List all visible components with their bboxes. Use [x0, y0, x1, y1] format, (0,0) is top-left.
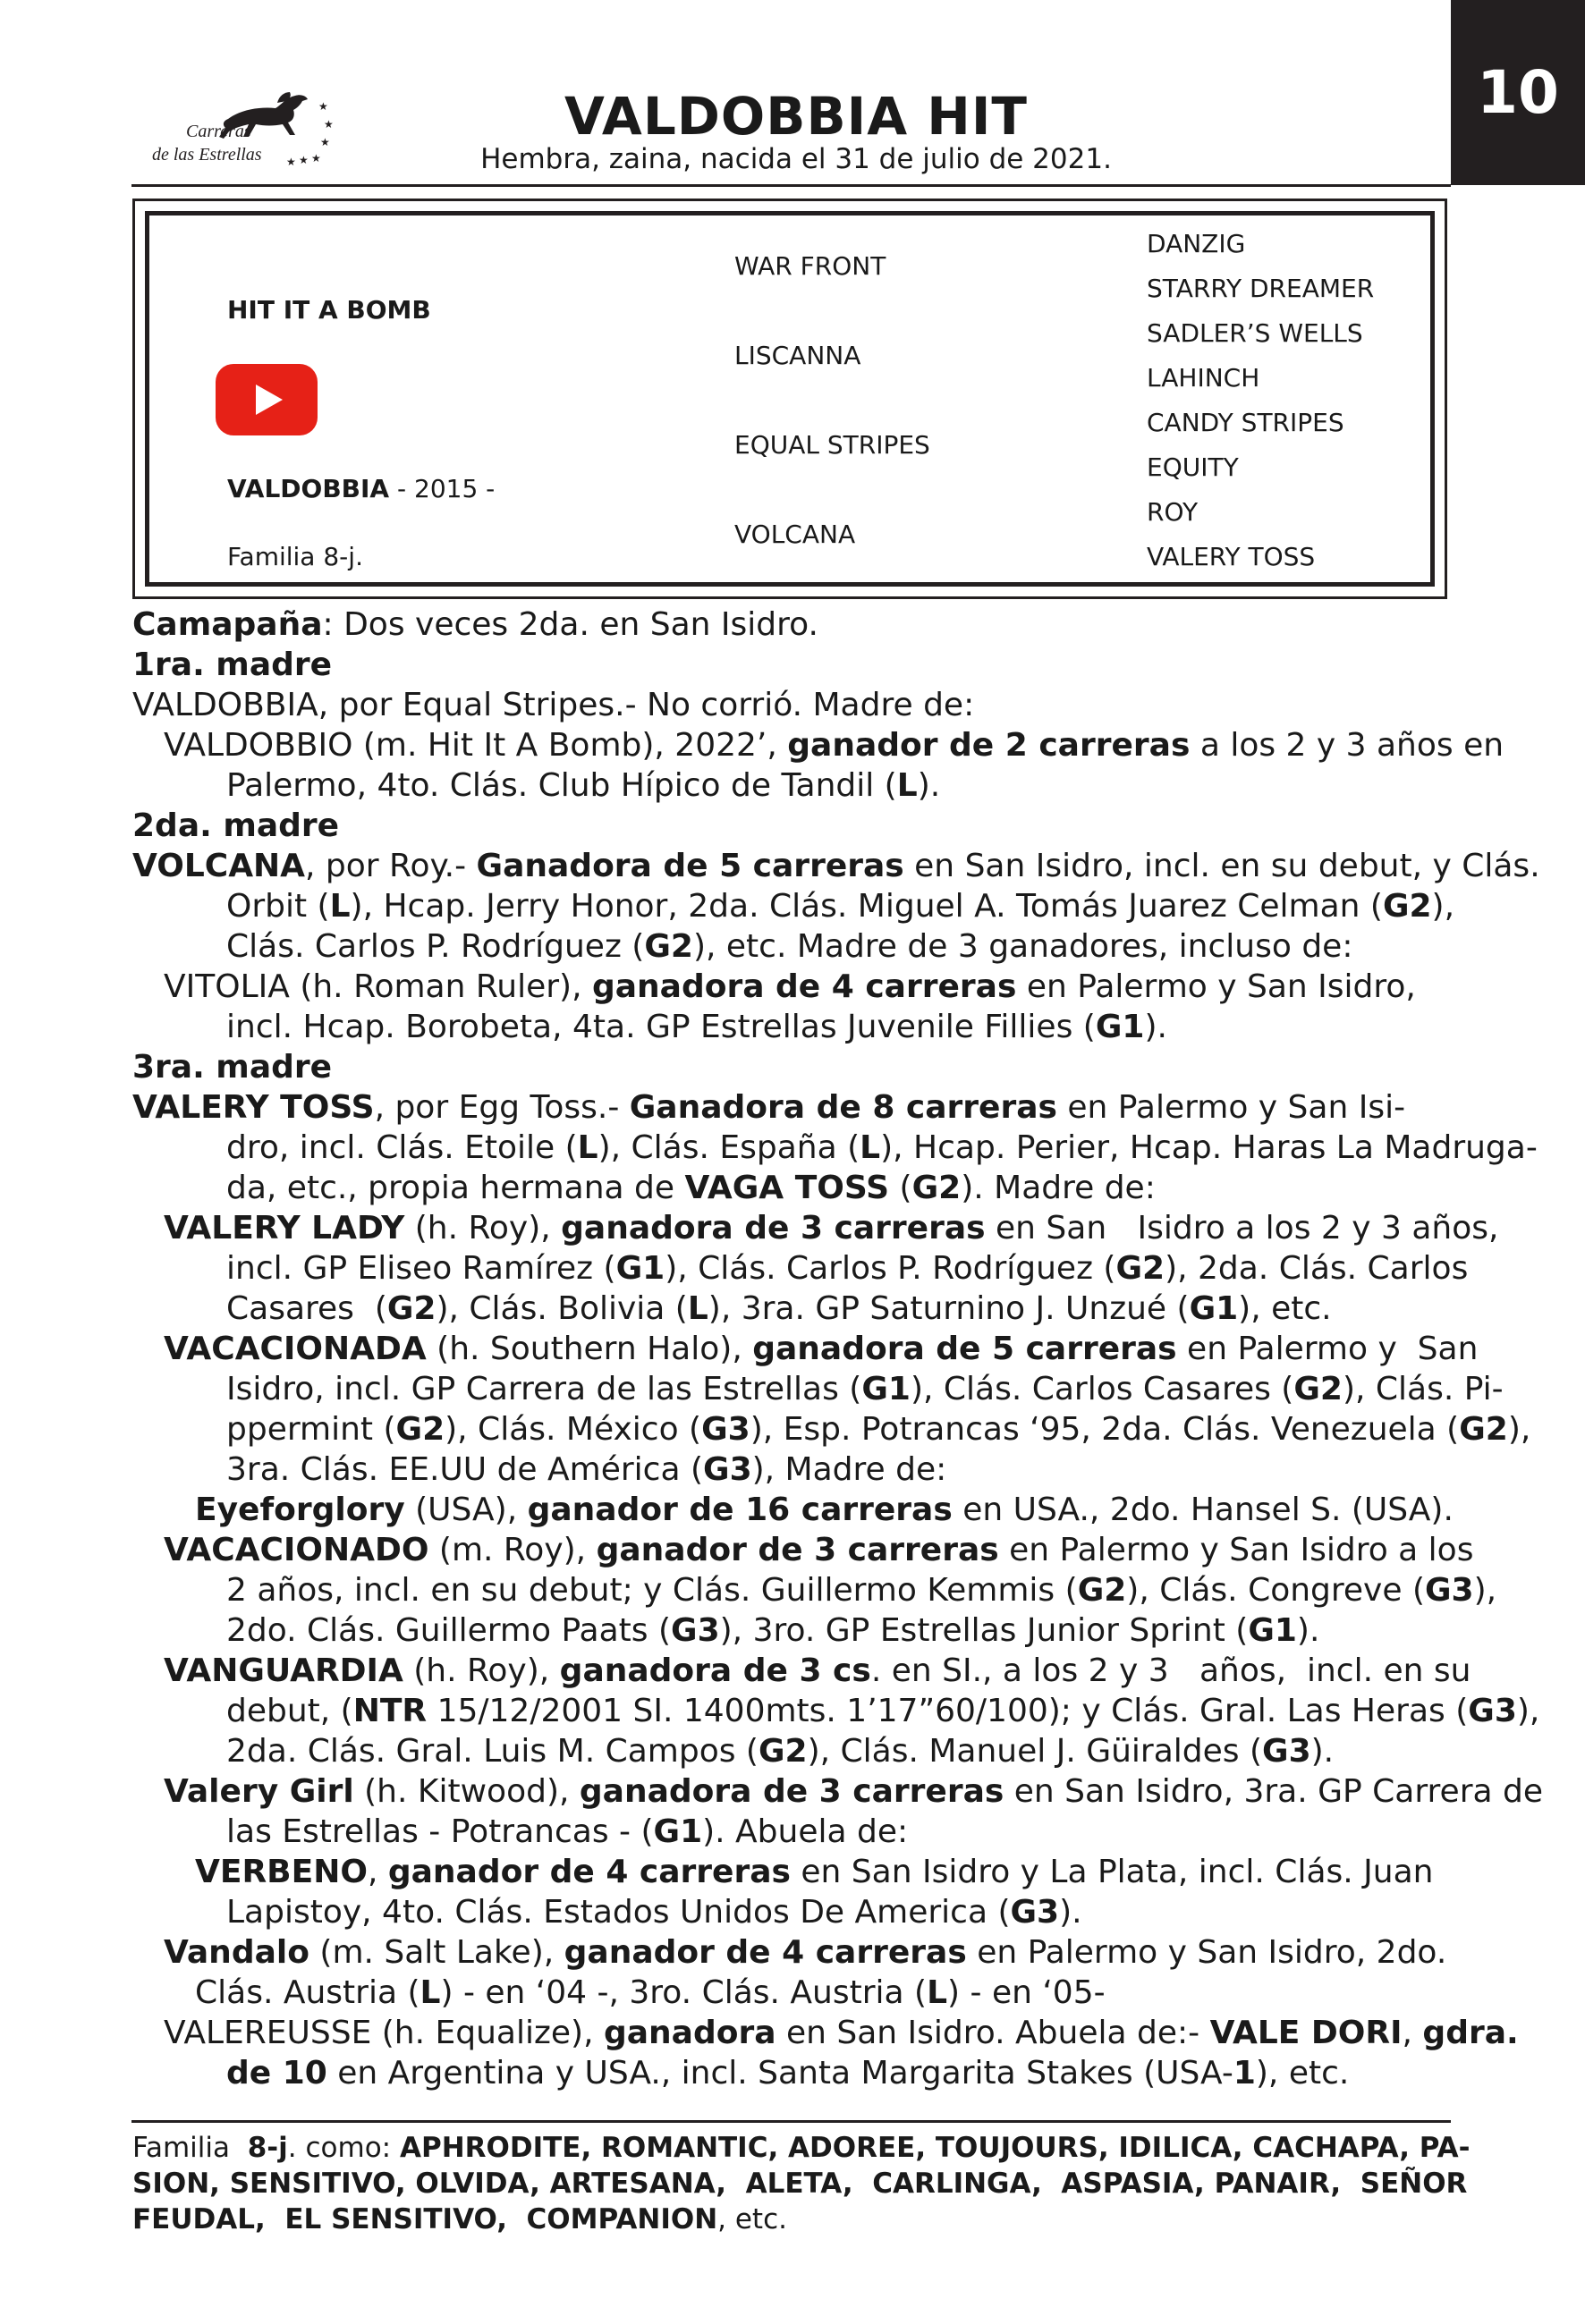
madre3-line: VACACIONADA (h. Southern Halo), ganadora de 5 carreras en Palermo y San	[164, 1331, 1479, 1367]
madre3-line: Valery Girl (h. Kitwood), ganadora de 3 carreras en San Isidro, 3ra. GP Carrera de	[164, 1773, 1543, 1810]
pedigree-gen2-4: VOLCANA	[734, 520, 856, 549]
madre3-line: VACACIONADO (m. Roy), ganador de 3 carreras en Palermo y San Isidro a los	[164, 1532, 1474, 1568]
horse-name-title: VALDOBBIA HIT	[564, 86, 1028, 147]
madre2-line: VITOLIA (h. Roman Ruler), ganadora de 4 carreras en Palermo y San Isidro,	[164, 968, 1416, 1005]
pedigree-gen2-3: EQUAL STRIPES	[734, 430, 930, 460]
pedigree-sire: HIT IT A BOMB	[227, 295, 431, 325]
madre1-line: Palermo, 4to. Clás. Club Hípico de Tandil (L).	[226, 767, 941, 804]
madre3-line: 2da. Clás. Gral. Luis M. Campos (G2), Clás. Manuel J. Güiraldes (G3).	[226, 1733, 1335, 1770]
madre3-line: VANGUARDIA (h. Roy), ganadora de 3 cs. en SI., a los 2 y 3 años, incl. en su	[164, 1652, 1471, 1689]
pedigree-gen2-1: WAR FRONT	[734, 251, 886, 281]
madre3-line: debut, (NTR 15/12/2001 SI. 1400mts. 1’17”60/100); y Clás. Gral. Las Heras (G3),	[226, 1693, 1540, 1729]
madre3-line: Clás. Austria (L) - en ‘04 -, 3ro. Clás. Austria (L) - en ‘05-	[195, 1974, 1106, 2011]
section-heading-madre-2: 2da. madre	[132, 807, 340, 844]
pedigree-notes	[132, 604, 1543, 2093]
madre3-line: 3ra. Clás. EE.UU de América (G3), Madre de:	[226, 1451, 947, 1488]
page-number: 10	[1451, 0, 1585, 185]
madre3-line: VALEREUSSE (h. Equalize), ganadora en San Isidro. Abuela de:- VALE DORI, gdra.	[164, 2015, 1519, 2051]
pedigree-gen3-2: STARRY DREAMER	[1147, 274, 1375, 303]
section-heading-madre-1: 1ra. madre	[132, 646, 333, 683]
pedigree-gen3-6: EQUITY	[1147, 452, 1239, 482]
madre3-line: Lapistoy, 4to. Clás. Estados Unidos De America (G3).	[226, 1894, 1082, 1931]
madre3-line: 2 años, incl. en su debut; y Clás. Guillermo Kemmis (G2), Clás. Congreve (G3),	[226, 1572, 1497, 1609]
pedigree-dam: VALDOBBIA - 2015 -	[227, 474, 496, 503]
madre3-line: Isidro, incl. GP Carrera de las Estrellas (G1), Clás. Carlos Casares (G2), Clás. Pi-	[226, 1371, 1504, 1407]
madre3-line: 2do. Clás. Guillermo Paats (G3), 3ro. GP Estrellas Junior Sprint (G1).	[226, 1612, 1320, 1649]
madre2-line: Orbit (L), Hcap. Jerry Honor, 2da. Clás. Miguel A. Tomás Juarez Celman (G2),	[226, 888, 1455, 925]
campaign-line: Camapaña: Dos veces 2da. en San Isidro.	[132, 606, 818, 643]
madre3-line: incl. GP Eliseo Ramírez (G1), Clás. Carlos P. Rodríguez (G2), 2da. Clás. Carlos	[226, 1250, 1469, 1287]
header-divider	[131, 184, 1451, 187]
footer-divider	[131, 2120, 1451, 2123]
pedigree-gen3-5: CANDY STRIPES	[1147, 408, 1344, 437]
logo-line-2: de las Estrellas	[152, 145, 262, 165]
pedigree-gen3-8: VALERY TOSS	[1147, 542, 1316, 571]
carreras-de-las-estrellas-logo	[143, 85, 344, 174]
pedigree-family: Familia 8-j.	[227, 542, 363, 571]
footer-line: FEUDAL, EL SENSITIVO, COMPANION, etc.	[132, 2203, 787, 2235]
madre3-line: ppermint (G2), Clás. México (G3), Esp. Potrancas ‘95, 2da. Clás. Venezuela (G2),	[226, 1411, 1531, 1448]
logo-line-1: Carreras	[186, 122, 251, 141]
pedigree-gen3-4: LAHINCH	[1147, 363, 1260, 393]
madre3-line: VALERY TOSS, por Egg Toss.- Ganadora de 8 carreras en Palermo y San Isi-	[132, 1089, 1406, 1126]
madre3-line: de 10 en Argentina y USA., incl. Santa Margarita Stakes (USA-1), etc.	[226, 2055, 1350, 2092]
madre3-line: VALERY LADY (h. Roy), ganadora de 3 carreras en San Isidro a los 2 y 3 años,	[164, 1210, 1499, 1247]
pedigree-gen3-3: SADLER’S WELLS	[1147, 318, 1363, 348]
madre3-line: las Estrellas - Potrancas - (G1). Abuela de:	[226, 1813, 909, 1850]
svg-text:★: ★	[299, 154, 309, 166]
svg-text:★: ★	[320, 136, 330, 148]
family-footer	[132, 2130, 1471, 2237]
horse-description: Hembra, zaina, nacida el 31 de julio de 2021.	[480, 143, 1112, 175]
youtube-play-icon[interactable]	[216, 364, 318, 435]
svg-text:★: ★	[318, 100, 328, 113]
madre3-line: da, etc., propia hermana de VAGA TOSS (G2). Madre de:	[226, 1170, 1156, 1206]
madre1-line: VALDOBBIO (m. Hit It A Bomb), 2022’, ganador de 2 carreras a los 2 y 3 años en	[164, 727, 1504, 764]
madre3-line: Vandalo (m. Salt Lake), ganador de 4 carreras en Palermo y San Isidro, 2do.	[164, 1934, 1447, 1971]
madre3-line: Casares (G2), Clás. Bolivia (L), 3ra. GP Saturnino J. Unzué (G1), etc.	[226, 1290, 1332, 1327]
madre1-line: VALDOBBIA, por Equal Stripes.- No corrió. Madre de:	[132, 687, 975, 723]
svg-text:★: ★	[311, 152, 321, 165]
svg-text:★: ★	[324, 118, 334, 131]
section-heading-madre-3: 3ra. madre	[132, 1049, 333, 1086]
madre2-line: incl. Hcap. Borobeta, 4ta. GP Estrellas Juvenile Fillies (G1).	[226, 1009, 1167, 1045]
madre3-line: VERBENO, ganador de 4 carreras en San Isidro y La Plata, incl. Clás. Juan	[195, 1854, 1434, 1890]
footer-line: SION, SENSITIVO, OLVIDA, ARTESANA, ALETA, CARLINGA, ASPASIA, PANAIR, SEÑOR	[132, 2168, 1468, 2200]
pedigree-gen3-1: DANZIG	[1147, 229, 1246, 258]
pedigree-gen2-2: LISCANNA	[734, 341, 861, 370]
footer-line: Familia 8-j. como: APHRODITE, ROMANTIC, ADOREE, TOUJOURS, IDILICA, CACHAPA, PA-	[132, 2132, 1471, 2164]
pedigree-gen3-7: ROY	[1147, 497, 1199, 527]
madre2-line: Clás. Carlos P. Rodríguez (G2), etc. Madre de 3 ganadores, incluso de:	[226, 928, 1353, 965]
madre3-line: dro, incl. Clás. Etoile (L), Clás. España (L), Hcap. Perier, Hcap. Haras La Madruga-	[226, 1129, 1538, 1166]
madre2-line: VOLCANA, por Roy.- Ganadora de 5 carreras en San Isidro, incl. en su debut, y Clás.	[132, 848, 1540, 884]
svg-text:★: ★	[286, 156, 296, 168]
madre3-line: Eyeforglory (USA), ganador de 16 carreras en USA., 2do. Hansel S. (USA).	[195, 1492, 1454, 1528]
